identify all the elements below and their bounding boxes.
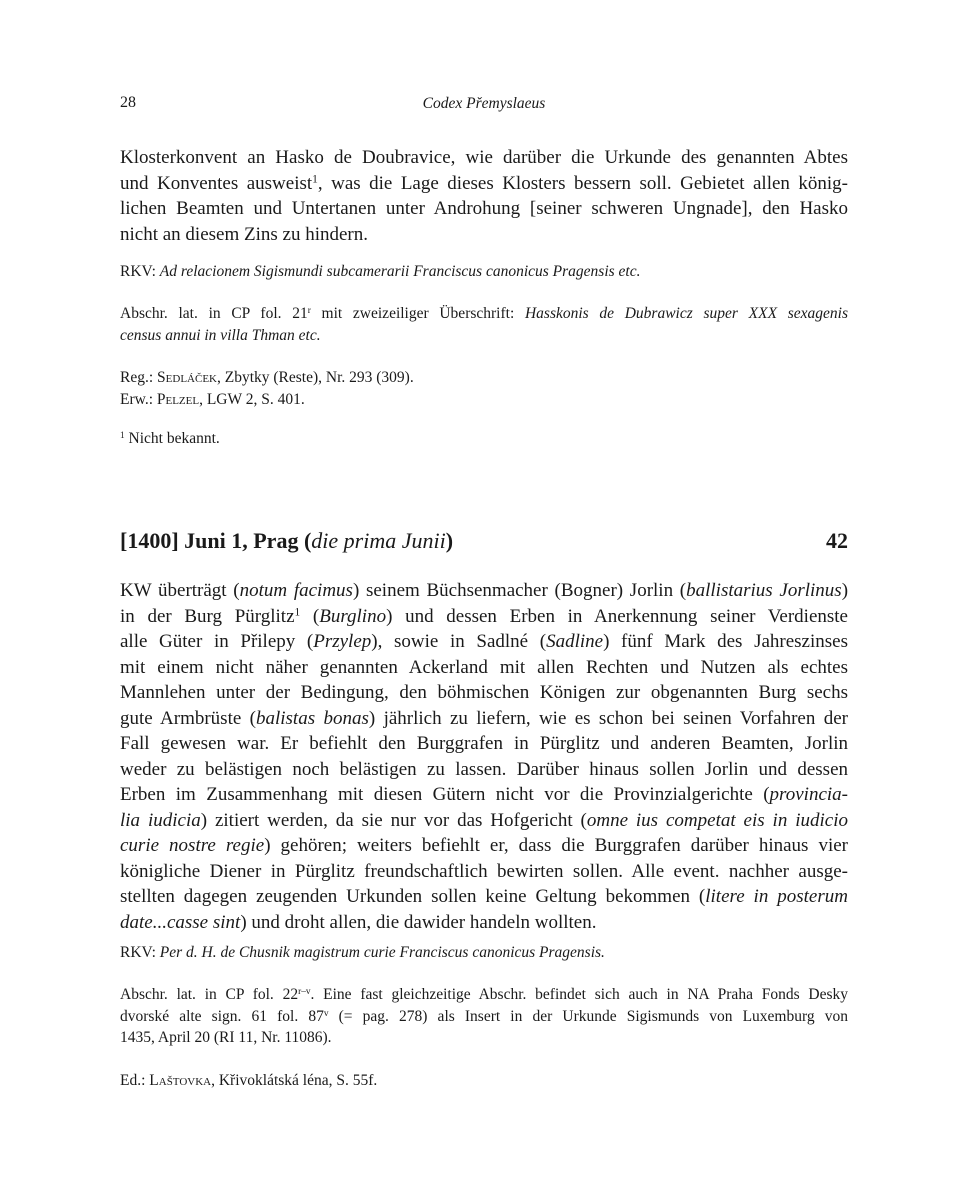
summary-line-5: Mannlehen unter der Bedingung, den böhmischen Königen zur obgenannten Burg sechs bbox=[120, 682, 848, 703]
prev-summary-line-2: und Konventes ausweist$^1$, was die Lage dieses Klosters bessern soll. Gebietet allen könig- bbox=[120, 172, 849, 194]
summary-line-7: Fall gewesen war. Er befiehlt den Burggrafen in Pürglitz und anderen Beamten, Jorlin bbox=[120, 733, 848, 754]
prev-rkv-note: RKV: Ad relacionem Sigismundi subcamerarii Franciscus canonicus Pragensis etc. bbox=[120, 263, 641, 280]
document-summary bbox=[120, 578, 848, 935]
prev-summary-line-1: Klosterkonvent an Hasko de Doubravice, wie darüber die Urkunde des genannten Abtes bbox=[120, 147, 848, 168]
prev-doc-summary bbox=[120, 145, 848, 247]
document-heading bbox=[120, 528, 848, 558]
footnote-ref: 1 bbox=[294, 606, 301, 619]
rkv-note: RKV: Per d. H. de Chusnik magistrum curie Franciscus canonicus Pragensis. bbox=[120, 944, 605, 961]
summary-line-6: gute Armbrüste (balistas bonas) jährlich zu liefern, wie es schon bei seinen Vorfahren der bbox=[120, 707, 848, 729]
running-title: Codex Přemyslaeus bbox=[422, 95, 546, 112]
rkv-latin-text: Ad relacionem Sigismundi subcamerarii Franciscus canonicus Pragensis etc. bbox=[159, 263, 641, 280]
summary-line-14: date...casse sint) und droht allen, die dawider handeln wollten. bbox=[120, 911, 597, 933]
summary-line-8: weder zu belästigen noch belästigen zu lassen. Darüber hinaus sollen Jorlin und dessen bbox=[120, 758, 848, 780]
prev-footnote: $^1$ Nicht bekannt. bbox=[120, 430, 220, 447]
summary-line-9: Erben im Zusammenhang mit diesen Gütern nicht vor die Provinzialgerichte (provincia- bbox=[120, 784, 848, 805]
summary-line-3: alle Güter in Přilepy (Przylep), sowie in Sadlné (Sadline) fünf Mark des Jahreszinses bbox=[120, 631, 848, 652]
footnote-ref: 1 bbox=[312, 173, 318, 186]
prev-reg-note bbox=[120, 367, 848, 410]
page-header bbox=[120, 94, 848, 118]
prev-abschr-note: Abschr. lat. in CP fol. 21$^r$ mit zweizeiliger Überschrift: Hasskonis de Dubrawicz super XXX sexagenis census annui in villa Thman etc. bbox=[120, 305, 849, 344]
edition-note: Ed.: Laštovka, Křivoklátská léna, S. 55f. bbox=[120, 1072, 378, 1089]
rkv-latin-text: Per d. H. de Chusnik magistrum curie Franciscus canonicus Pragensis. bbox=[159, 944, 605, 961]
summary-line-10: lia iudicia) zitiert werden, da sie nur vor das Hofgericht (omne ius competat eis in iudicio bbox=[120, 809, 848, 831]
summary-line-11: curie nostre regie) gehören; weiters befiehlt er, dass die Burggrafen darüber hinaus vier bbox=[120, 835, 848, 856]
prev-summary-line-4: nicht an diesem Zins zu hindern. bbox=[120, 223, 368, 245]
summary-line-2: in der Burg Pürglitz$^1$ (Burglino) und dessen Erben in Anerkennung seiner Verdienste bbox=[120, 605, 848, 627]
summary-line-12: königliche Diener in Pürglitz freundschaftlich bewirten sollen. Alle event. nachher ausge- bbox=[120, 860, 848, 882]
prev-summary-line-3: lichen Beamten und Untertanen unter Androhung [seiner schweren Ungnade], den Hasko bbox=[120, 198, 848, 219]
document-date-place: [1400] Juni 1, Prag (die prima Junii) bbox=[120, 528, 454, 553]
document-number: 42 bbox=[826, 528, 848, 553]
page-number: 28 bbox=[120, 94, 136, 111]
summary-line-1: KW überträgt (notum facimus) seinem Büchsenmacher (Bogner) Jorlin (ballistarius Jorlinus) bbox=[120, 580, 849, 601]
summary-line-4: mit einem nicht näher genannten Ackerland mit allen Rechten und Nutzen als echtes bbox=[120, 656, 848, 678]
abschr-note: Abschr. lat. in CP fol. 22$^{r-v}$. Eine fast gleichzeitige Abschr. befindet sich auch in NA Praha Fonds Desky dvorské alte sign. 61 fol. 87$^v$ (= pag. 278) als Insert in der Urkunde Sigismunds von Luxemburg von 1435, April 20 (RI 11, Nr. 11086). bbox=[120, 986, 849, 1046]
erw-line: Erw.: Pelzel, LGW 2, S. 401. bbox=[120, 390, 305, 408]
reg-line: Reg.: Sedláček, Zbytky (Reste), Nr. 293 (309). bbox=[120, 369, 414, 386]
summary-line-13: stellten dagegen zeugenden Urkunden sollen keine Geltung bekommen (litere in posterum bbox=[120, 886, 848, 907]
